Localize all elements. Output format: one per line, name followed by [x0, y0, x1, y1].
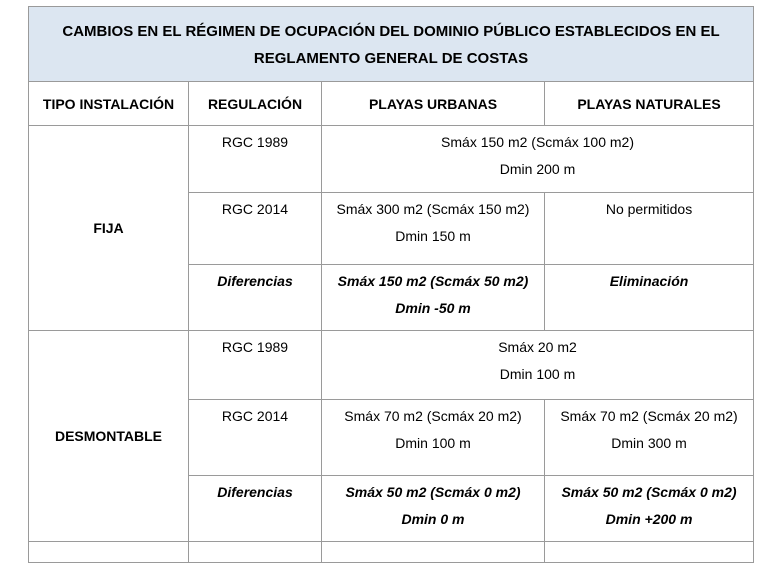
natural-difference-cell: Eliminación — [545, 265, 754, 331]
table-title-line-1: CAMBIOS EN EL RÉGIMEN DE OCUPACIÓN DEL DOMINIO PÚBLICO ESTABLECIDOS EN EL — [62, 23, 720, 40]
table-row-partial — [29, 542, 754, 563]
regulation-cell: RGC 1989 — [189, 126, 322, 193]
merged-value-cell: Smáx 150 m2 (Scmáx 100 m2) Dmin 200 m — [322, 126, 754, 193]
regulation-cell: RGC 2014 — [189, 193, 322, 265]
table-row — [29, 126, 754, 193]
regulation-cell: RGC 2014 — [189, 400, 322, 476]
empty-cell — [29, 542, 189, 563]
urban-difference-cell: Smáx 50 m2 (Scmáx 0 m2) Dmin 0 m — [322, 476, 545, 542]
merged-value-cell: Smáx 20 m2 Dmin 100 m — [322, 331, 754, 400]
table-title — [29, 7, 754, 82]
urban-value-cell: Smáx 300 m2 (Scmáx 150 m2) Dmin 150 m — [322, 193, 545, 265]
table-title-line-2: REGLAMENTO GENERAL DE COSTAS — [253, 50, 529, 67]
differences-label-cell: Diferencias — [189, 476, 322, 542]
header-tipo-instalacion: TIPO INSTALACIÓN — [29, 82, 189, 126]
title-row — [29, 7, 754, 82]
urban-difference-cell: Smáx 150 m2 (Scmáx 50 m2) Dmin -50 m — [322, 265, 545, 331]
natural-value-cell: No permitidos — [545, 193, 754, 265]
header-row — [29, 82, 754, 126]
header-playas-urbanas: PLAYAS URBANAS — [322, 82, 545, 126]
regulation-table — [28, 6, 754, 563]
natural-value-cell: Smáx 70 m2 (Scmáx 20 m2) Dmin 300 m — [545, 400, 754, 476]
regulation-cell: RGC 1989 — [189, 331, 322, 400]
differences-label-cell: Diferencias — [189, 265, 322, 331]
type-cell-desmontable: DESMONTABLE — [29, 331, 189, 542]
header-regulacion: REGULACIÓN — [189, 82, 322, 126]
natural-difference-cell: Smáx 50 m2 (Scmáx 0 m2) Dmin +200 m — [545, 476, 754, 542]
urban-value-cell: Smáx 70 m2 (Scmáx 20 m2) Dmin 100 m — [322, 400, 545, 476]
empty-cell — [322, 542, 545, 563]
header-playas-naturales: PLAYAS NATURALES — [545, 82, 754, 126]
empty-cell — [545, 542, 754, 563]
table-row — [29, 331, 754, 400]
type-cell-fija: FIJA — [29, 126, 189, 331]
empty-cell — [189, 542, 322, 563]
